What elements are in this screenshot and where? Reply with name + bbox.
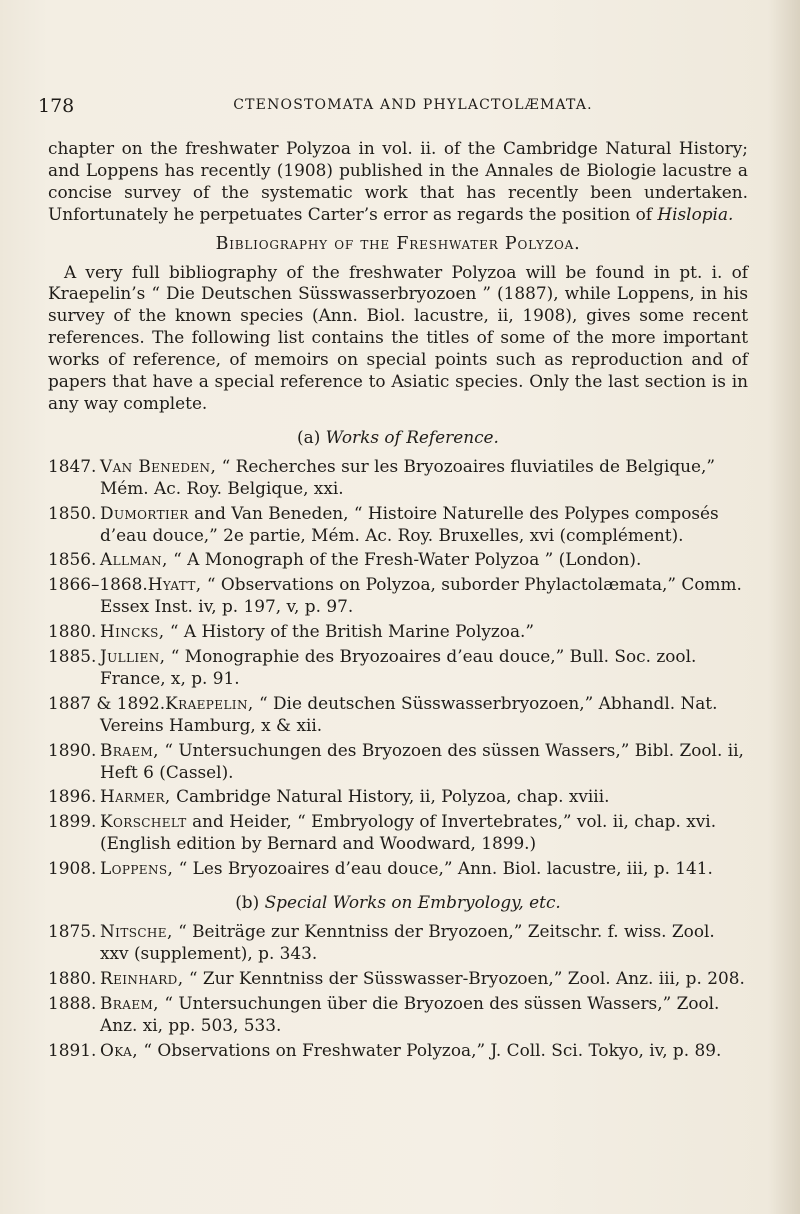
section-b-title: Special Works on Embryology, etc.: [264, 892, 561, 913]
reference-entry: [48, 811, 748, 855]
entry-text: “ Observations on Freshwater Polyzoa,” J. Coll. Sci. Tokyo, iv, p. 89.: [143, 1039, 722, 1060]
entry-text: “ Recherches sur les Bryozoaires fluviatiles de Belgique,” Mém. Ac. Roy. Belgique, xxi.: [100, 455, 716, 498]
entry-text: “ Untersuchungen über die Bryozoen des süssen Wassers,” Zool. Anz. xi, pp. 503, 533.: [100, 992, 720, 1035]
reference-entry: [48, 503, 748, 547]
entry-author: Hyatt,: [147, 574, 202, 595]
reference-entry: [48, 786, 748, 808]
reference-entry: [48, 921, 748, 965]
intro-paragraph: [48, 138, 748, 226]
entry-year: 1850.: [48, 502, 97, 523]
entry-year: 1899.: [48, 811, 97, 832]
intro-text: chapter on the freshwater Polyzoa in vol. ii. of the Cambridge Natural History; and Loppens has recently (1908) published in the Annales de Biologie lacustre a concise survey of the systematic work that has recently been undertaken. Unfortunately he perpetuates Carter’s error as regards the position of: [48, 138, 748, 224]
reference-entry: [48, 968, 748, 990]
entry-author: Braem,: [100, 739, 159, 760]
running-title: CTENOSTOMATA AND PHYLACTOLÆMATA.: [233, 97, 593, 113]
entry-author: Korschelt: [100, 811, 187, 832]
bibliography-heading: Bibliography of the Freshwater Polyzoa.: [215, 233, 581, 254]
page-header: [38, 95, 788, 119]
reference-entry: [48, 574, 748, 618]
entry-year: 1875.: [48, 921, 97, 941]
entry-year: 1891.: [48, 1039, 97, 1060]
entry-year: 1896.: [48, 786, 97, 807]
entry-text: Cambridge Natural History, ii, Polyzoa, chap. xviii.: [176, 786, 610, 807]
entry-year: 1885.: [48, 646, 97, 667]
reference-entry: [48, 621, 748, 643]
entry-text: “ Zur Kenntniss der Süsswasser-Bryozoen,” Zool. Anz. iii, p. 208.: [188, 967, 745, 988]
bibliography-intro-paragraph: A very full bibliography of the freshwater Polyzoa will be found in pt. i. of Kraepelin’s “ Die Deutschen Süsswasserbryozoen ” (1887), while Loppens, in his survey of the known species (Ann. Biol. lacustre, ii, 1908), gives some recent references. The following list contains the titles of some of the more important works of reference, of memoirs on special points such as reproduction and of papers that have a special reference to Asiatic species. Only the last section is in any way complete.: [48, 261, 748, 413]
section-a-label: (a): [297, 426, 321, 447]
entry-year: 1880.: [48, 621, 97, 642]
reference-entry: [48, 740, 748, 784]
entry-author: Dumortier: [100, 502, 189, 523]
entry-author: Allman,: [100, 549, 168, 570]
entry-text: “ A History of the British Marine Polyzoa.”: [169, 621, 535, 642]
entry-year: 1890.: [48, 739, 97, 760]
reference-entry: [48, 456, 748, 500]
entry-text: “ A Monograph of the Fresh-Water Polyzoa ” (London).: [173, 549, 642, 570]
entry-author: Braem,: [100, 992, 159, 1013]
section-a-list: [48, 456, 748, 880]
entry-year: 1866–1868.: [48, 574, 148, 595]
reference-entry: [48, 549, 748, 571]
section-b-label: (b): [235, 892, 260, 913]
reference-entry: [48, 646, 748, 690]
entry-year: 1880.: [48, 967, 97, 988]
entry-author: Nitsche,: [100, 921, 173, 941]
entry-text: “ Beiträge zur Kenntniss der Bryozoen,” Zeitschr. f. wiss. Zool. xxv (supplement), p. 343.: [100, 921, 715, 963]
entry-author: Loppens,: [100, 858, 174, 879]
entry-year: 1856.: [48, 549, 97, 570]
entry-author: Van Beneden,: [100, 455, 217, 476]
entry-author: Harmer,: [100, 786, 171, 807]
page-body: [48, 138, 748, 1064]
section-b-list: [48, 921, 748, 1061]
entry-text: “ Untersuchungen des Bryozoen des süssen Wassers,” Bibl. Zool. ii, Heft 6 (Cassel).: [100, 739, 744, 782]
entry-text: “ Observations on Polyzoa, suborder Phylactolæmata,” Comm. Essex Inst. iv, p. 197, v, p. 97.: [100, 574, 742, 617]
entry-year: 1908.: [48, 858, 97, 879]
section-a-title: Works of Reference.: [325, 426, 499, 447]
page-number: 178: [38, 95, 75, 117]
entry-year: 1888.: [48, 992, 97, 1013]
entry-author: Jullien,: [100, 646, 166, 667]
entry-text: “ Les Bryozoaires d’eau douce,” Ann. Biol. lacustre, iii, p. 141.: [178, 858, 713, 879]
entry-author: Kraepelin,: [165, 692, 254, 713]
entry-text: “ Die deutschen Süsswasserbryozoen,” Abhandl. Nat. Vereins Hamburg, x & xii.: [100, 692, 718, 735]
genus-hislopia: Hislopia.: [657, 203, 734, 224]
entry-text: “ Monographie des Bryozoaires d’eau douce,” Bull. Soc. zool. France, x, p. 91.: [100, 646, 697, 688]
entry-text: and Heider, “ Embryology of Invertebrates,” vol. ii, chap. xvi. (English edition by Bernard and Woodward, 1899.): [100, 811, 717, 854]
section-b-heading: [48, 892, 748, 914]
entry-year: 1847.: [48, 455, 97, 476]
reference-entry: [48, 693, 748, 737]
section-a-heading: [48, 427, 748, 449]
entry-year: 1887 & 1892.: [48, 692, 166, 713]
reference-entry: [48, 993, 748, 1037]
reference-entry: [48, 858, 748, 880]
reference-entry: [48, 1040, 748, 1062]
entry-author: Hincks,: [100, 621, 165, 642]
entry-text: and Van Beneden, “ Histoire Naturelle des Polypes composés d’eau douce,” 2e partie, Mém. Ac. Roy. Bruxelles, xvi (complément).: [100, 502, 719, 545]
entry-author: Oka,: [100, 1039, 138, 1060]
entry-author: Reinhard,: [100, 967, 184, 988]
